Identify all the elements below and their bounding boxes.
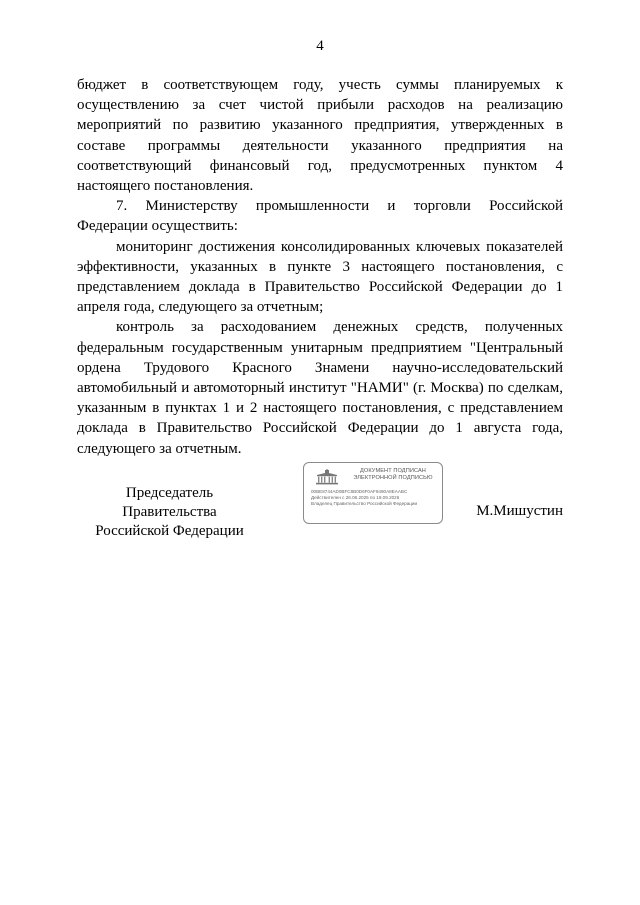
paragraph-budget: бюджет в соответствующем году, учесть суммы планируемых к осуществлению за счет чистой прибыли расходов на реализацию мероприятий по развитию указанного предприятия, утвержденных в составе программы деятельности указанного предприятия на соответствующий финансовый год, предусмотренных пунктом 4 настоящего постановления. <box>77 77 563 195</box>
electronic-signature-stamp <box>303 462 443 524</box>
stamp-certificate: 00BE8744AD0BFC8B0D6F0AF9490A8EAABC <box>311 489 408 494</box>
paragraph-control: контроль за расходованием денежных средств, полученных федеральным государственным унитарным предприятием "Центральный ордена Трудового Красного Знамени научно-исследовательский автомобильный и автомоторный институт "НАМИ" (г. Москва) по сделкам, указанным в пунктах 1 и 2 настоящего постановления, с представлением доклада в Правительство Российской Федерации до 1 августа года, следующего за отчетным. <box>77 319 563 457</box>
signatory-title-line-2: Российской Федерации <box>95 523 244 539</box>
signatory-title <box>77 484 262 541</box>
signatory-title-line-1: Председатель Правительства <box>122 485 217 520</box>
stamp-title <box>346 468 440 482</box>
stamp-title-line-1: ДОКУМЕНТ ПОДПИСАН <box>360 468 426 474</box>
signatory-name: М.Мишустин <box>476 503 563 519</box>
stamp-details <box>311 489 441 508</box>
page-number: 4 <box>316 38 324 54</box>
stamp-title-line-2: ЭЛЕКТРОННОЙ ПОДПИСЬЮ <box>353 475 433 481</box>
signature-block <box>0 462 640 539</box>
paragraph-item-7: 7. Министерству промышленности и торговли Российской Федерации осуществить: <box>77 198 563 235</box>
paragraph-monitoring: мониторинг достижения консолидированных ключевых показателей эффективности, указанных в пункте 3 настоящего постановления, с представлением доклада в Правительство Российской Федерации до 1 апреля года, следующего за отчетным; <box>77 238 563 316</box>
stamp-owner: Владелец Правительство Российской Федерации <box>311 501 418 507</box>
government-building-icon <box>314 469 340 485</box>
stamp-validity: Действителен с 26.06.2025 по 19.09.2026 <box>311 495 400 501</box>
document-body <box>77 75 563 459</box>
